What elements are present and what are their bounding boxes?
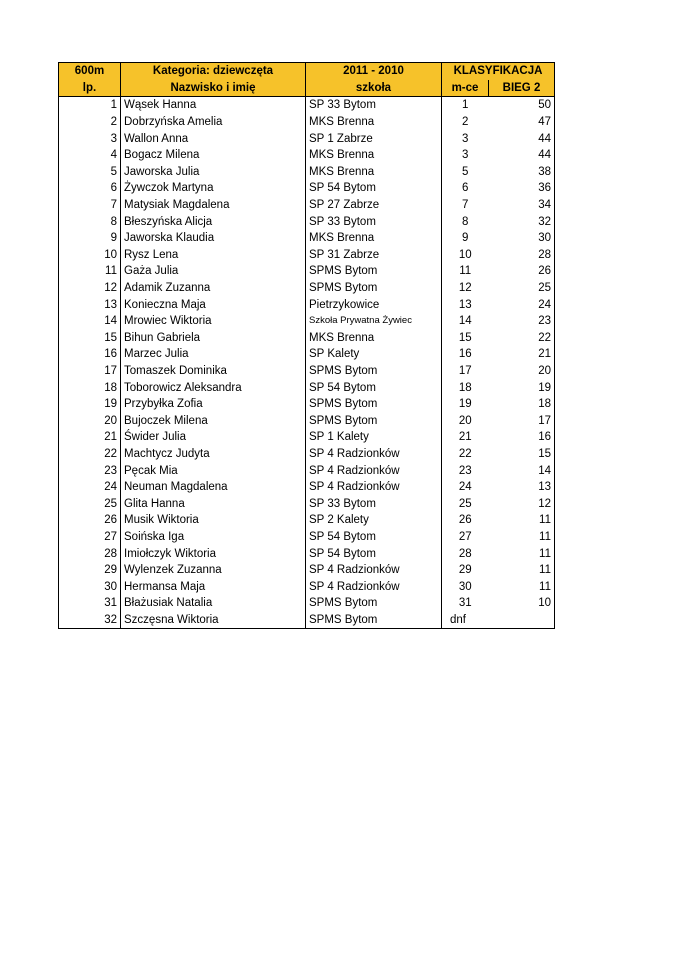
- school-name: MKS Brenna: [306, 330, 442, 347]
- place-value: 6: [462, 182, 469, 195]
- table-row: [59, 612, 555, 629]
- school-name: SPMS Bytom: [306, 595, 442, 612]
- row-number: 15: [59, 330, 121, 347]
- place-value: 8: [462, 215, 469, 228]
- place-value: 22: [458, 447, 472, 460]
- points-value: 11: [489, 545, 555, 562]
- points-value: 25: [489, 280, 555, 297]
- row-number: 21: [59, 429, 121, 446]
- athlete-name: Bihun Gabriela: [121, 330, 306, 347]
- table-row: [59, 545, 555, 562]
- athlete-name: Błażusiak Natalia: [121, 595, 306, 612]
- event-label: 600m: [59, 63, 121, 80]
- row-number: 27: [59, 529, 121, 546]
- place-value: 10: [458, 248, 472, 261]
- school-name: SPMS Bytom: [306, 363, 442, 380]
- table-row: [59, 97, 555, 114]
- school-name: SP 4 Radzionków: [306, 446, 442, 463]
- school-name: Pietrzykowice: [306, 296, 442, 313]
- points-value: 11: [489, 562, 555, 579]
- table-row: [59, 512, 555, 529]
- row-number: 25: [59, 495, 121, 512]
- points-value: 14: [489, 462, 555, 479]
- athlete-name: Jaworska Julia: [121, 164, 306, 181]
- school-name: SPMS Bytom: [306, 612, 442, 629]
- school-name: SPMS Bytom: [306, 263, 442, 280]
- table-row: [59, 247, 555, 264]
- points-value: 11: [489, 529, 555, 546]
- school-name: SP 54 Bytom: [306, 545, 442, 562]
- place-value: 2: [462, 116, 469, 129]
- points-value: 38: [489, 164, 555, 181]
- row-number: 14: [59, 313, 121, 330]
- place-value: 27: [458, 530, 472, 543]
- table-row: [59, 164, 555, 181]
- place-value: 29: [458, 564, 472, 577]
- points-value: 24: [489, 296, 555, 313]
- points-value: 12: [489, 495, 555, 512]
- row-number: 19: [59, 396, 121, 413]
- classification-label: KLASYFIKACJA: [442, 63, 555, 80]
- athlete-name: Neuman Magdalena: [121, 479, 306, 496]
- table-row: [59, 230, 555, 247]
- table-row: [59, 412, 555, 429]
- place-value: 20: [458, 414, 472, 427]
- place-value: 12: [458, 282, 472, 295]
- athlete-name: Konieczna Maja: [121, 296, 306, 313]
- column-header-name: Nazwisko i imię: [121, 80, 306, 97]
- school-name: SP 4 Radzionków: [306, 578, 442, 595]
- school-name: SP 31 Zabrze: [306, 247, 442, 264]
- place-value: 14: [458, 315, 472, 328]
- table-row: [59, 529, 555, 546]
- place-value: 19: [458, 398, 472, 411]
- athlete-name: Jaworska Klaudia: [121, 230, 306, 247]
- place-value: 18: [458, 381, 472, 394]
- school-name: SPMS Bytom: [306, 412, 442, 429]
- points-value: 10: [489, 595, 555, 612]
- school-name: SP 4 Radzionków: [306, 462, 442, 479]
- athlete-name: Bujoczek Milena: [121, 412, 306, 429]
- table-row: [59, 429, 555, 446]
- table-row: [59, 562, 555, 579]
- athlete-name: Świder Julia: [121, 429, 306, 446]
- row-number: 3: [59, 130, 121, 147]
- athlete-name: Soińska Iga: [121, 529, 306, 546]
- place-value: 16: [458, 348, 472, 361]
- school-name: SPMS Bytom: [306, 280, 442, 297]
- table-row: [59, 147, 555, 164]
- points-value: [489, 612, 555, 629]
- row-number: 6: [59, 180, 121, 197]
- row-number: 4: [59, 147, 121, 164]
- table-row: [59, 114, 555, 131]
- school-name: SP 1 Zabrze: [306, 130, 442, 147]
- place-value: 5: [462, 165, 469, 178]
- school-name: SPMS Bytom: [306, 396, 442, 413]
- athlete-name: Toborowicz Aleksandra: [121, 379, 306, 396]
- place-value: 23: [458, 464, 472, 477]
- place-value: 11: [459, 265, 472, 278]
- row-number: 1: [59, 97, 121, 114]
- category-label: Kategoria: dziewczęta: [121, 63, 306, 80]
- row-number: 28: [59, 545, 121, 562]
- table-row: [59, 263, 555, 280]
- row-number: 29: [59, 562, 121, 579]
- athlete-name: Machtycz Judyta: [121, 446, 306, 463]
- years-label: 2011 - 2010: [306, 63, 442, 80]
- school-name: SP Kalety: [306, 346, 442, 363]
- place-value: 24: [458, 481, 472, 494]
- row-number: 31: [59, 595, 121, 612]
- athlete-name: Imiołczyk Wiktoria: [121, 545, 306, 562]
- points-value: 30: [489, 230, 555, 247]
- athlete-name: Wąsek Hanna: [121, 97, 306, 114]
- athlete-name: Adamik Zuzanna: [121, 280, 306, 297]
- row-number: 23: [59, 462, 121, 479]
- athlete-name: Dobrzyńska Amelia: [121, 114, 306, 131]
- school-name: MKS Brenna: [306, 114, 442, 131]
- school-name: SP 4 Radzionków: [306, 479, 442, 496]
- athlete-name: Matysiak Magdalena: [121, 197, 306, 214]
- row-number: 20: [59, 412, 121, 429]
- table-row: [59, 330, 555, 347]
- place-value: 31: [458, 597, 472, 610]
- school-name: SP 1 Kalety: [306, 429, 442, 446]
- column-header-lp: lp.: [59, 80, 121, 97]
- table-row: [59, 213, 555, 230]
- row-number: 7: [59, 197, 121, 214]
- row-number: 30: [59, 578, 121, 595]
- points-value: 15: [489, 446, 555, 463]
- table-row: [59, 130, 555, 147]
- athlete-name: Rysz Lena: [121, 247, 306, 264]
- place-value: 7: [462, 199, 469, 212]
- place-value: 3: [462, 149, 469, 162]
- athlete-name: Przybyłka Zofia: [121, 396, 306, 413]
- points-value: 44: [489, 130, 555, 147]
- results-table: [58, 62, 555, 629]
- place-value: 25: [458, 497, 472, 510]
- points-value: 32: [489, 213, 555, 230]
- table-row: [59, 346, 555, 363]
- points-value: 16: [489, 429, 555, 446]
- place-value: 13: [458, 298, 472, 311]
- table-row: [59, 495, 555, 512]
- table-row: [59, 313, 555, 330]
- row-number: 12: [59, 280, 121, 297]
- row-number: 17: [59, 363, 121, 380]
- row-number: 24: [59, 479, 121, 496]
- column-header-school: szkoła: [306, 80, 442, 97]
- points-value: 26: [489, 263, 555, 280]
- school-name: SP 4 Radzionków: [306, 562, 442, 579]
- school-name: SP 2 Kalety: [306, 512, 442, 529]
- points-value: 34: [489, 197, 555, 214]
- place-value: 26: [458, 514, 472, 527]
- points-value: 13: [489, 479, 555, 496]
- row-number: 11: [59, 263, 121, 280]
- points-value: 11: [489, 578, 555, 595]
- row-number: 5: [59, 164, 121, 181]
- row-number: 16: [59, 346, 121, 363]
- athlete-name: Błeszyńska Alicja: [121, 213, 306, 230]
- school-name: SP 33 Bytom: [306, 213, 442, 230]
- school-name: SP 27 Zabrze: [306, 197, 442, 214]
- table-row: [59, 462, 555, 479]
- points-value: 22: [489, 330, 555, 347]
- place-value: 1: [462, 99, 469, 112]
- header-row-2: [59, 80, 555, 97]
- place-value: 28: [458, 547, 472, 560]
- place-value: 17: [458, 364, 472, 377]
- column-header-place: m-ce: [442, 80, 489, 97]
- athlete-name: Glita Hanna: [121, 495, 306, 512]
- points-value: 18: [489, 396, 555, 413]
- row-number: 22: [59, 446, 121, 463]
- table-row: [59, 446, 555, 463]
- row-number: 32: [59, 612, 121, 629]
- athlete-name: Szczęsna Wiktoria: [121, 612, 306, 629]
- row-number: 26: [59, 512, 121, 529]
- place-value: 15: [458, 331, 472, 344]
- row-number: 2: [59, 114, 121, 131]
- athlete-name: Żywczok Martyna: [121, 180, 306, 197]
- column-header-points: BIEG 2: [489, 80, 555, 97]
- table-row: [59, 296, 555, 313]
- row-number: 13: [59, 296, 121, 313]
- table-row: [59, 280, 555, 297]
- athlete-name: Pęcak Mia: [121, 462, 306, 479]
- table-row: [59, 578, 555, 595]
- points-value: 17: [489, 412, 555, 429]
- place-value: 9: [462, 232, 469, 245]
- points-value: 47: [489, 114, 555, 131]
- athlete-name: Bogacz Milena: [121, 147, 306, 164]
- table-row: [59, 396, 555, 413]
- athlete-name: Gaża Julia: [121, 263, 306, 280]
- row-number: 18: [59, 379, 121, 396]
- table-row: [59, 180, 555, 197]
- place-value: 3: [462, 132, 469, 145]
- athlete-name: Mrowiec Wiktoria: [121, 313, 306, 330]
- points-value: 44: [489, 147, 555, 164]
- athlete-name: Hermansa Maja: [121, 578, 306, 595]
- school-name: Szkoła Prywatna Żywiec: [306, 313, 442, 330]
- athlete-name: Wallon Anna: [121, 130, 306, 147]
- header-row-1: [59, 63, 555, 80]
- points-value: 21: [489, 346, 555, 363]
- points-value: 28: [489, 247, 555, 264]
- table-row: [59, 595, 555, 612]
- school-name: SP 33 Bytom: [306, 97, 442, 114]
- school-name: MKS Brenna: [306, 147, 442, 164]
- school-name: SP 54 Bytom: [306, 379, 442, 396]
- athlete-name: Wylenzek Zuzanna: [121, 562, 306, 579]
- points-value: 50: [489, 97, 555, 114]
- row-number: 9: [59, 230, 121, 247]
- table-row: [59, 363, 555, 380]
- school-name: MKS Brenna: [306, 164, 442, 181]
- school-name: SP 54 Bytom: [306, 529, 442, 546]
- table-row: [59, 379, 555, 396]
- school-name: SP 54 Bytom: [306, 180, 442, 197]
- points-value: 19: [489, 379, 555, 396]
- row-number: 10: [59, 247, 121, 264]
- place-value: 21: [458, 431, 472, 444]
- school-name: MKS Brenna: [306, 230, 442, 247]
- athlete-name: Tomaszek Dominika: [121, 363, 306, 380]
- place-value: dnf: [442, 612, 489, 629]
- row-number: 8: [59, 213, 121, 230]
- place-value: 30: [458, 580, 472, 593]
- athlete-name: Marzec Julia: [121, 346, 306, 363]
- table-row: [59, 479, 555, 496]
- athlete-name: Musik Wiktoria: [121, 512, 306, 529]
- table-row: [59, 197, 555, 214]
- points-value: 20: [489, 363, 555, 380]
- school-name: SP 33 Bytom: [306, 495, 442, 512]
- points-value: 11: [489, 512, 555, 529]
- points-value: 23: [489, 313, 555, 330]
- points-value: 36: [489, 180, 555, 197]
